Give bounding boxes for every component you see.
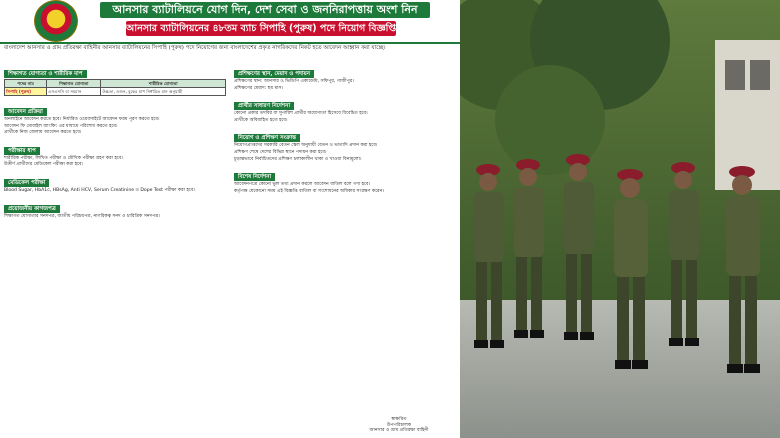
building-window [725, 60, 745, 90]
table-row [5, 88, 226, 96]
table-cell: সিপাহি (পুরুষ) [5, 88, 47, 96]
notice-sub-banner: আনসার ব্যাটালিয়নের ৪৮তম ব্যাচ সিপাহি (পুরুষ) পদে নিয়োগ বিজ্ঞপ্তি [126, 23, 396, 34]
section-title: আবেদন প্রক্রিয়া [4, 108, 47, 116]
notice-intro: বাংলাদেশ আনসার ও গ্রাম প্রতিরক্ষা বাহিনীর আনসার ব্যাটালিয়নের সিপাহি (পুরুষ) পদে নিয়োগের জন্য বাংলাদেশের প্রকৃত নাগরিকদের নিকট হতে আবেদন আহ্বান করা যাচ্ছে। [4, 45, 386, 51]
paragraph: প্রশিক্ষণ শেষে দেশের বিভিন্ন স্থানে পদায়ন করা হবে। [234, 149, 327, 155]
paragraph: প্রার্থীকে অবিবাহিত হতে হবে। [234, 117, 288, 123]
table-header: শারীরিক যোগ্যতা [101, 80, 226, 88]
section-title: মেডিকেল পরীক্ষা [4, 179, 49, 187]
section-title: পরীক্ষার ধাপ [4, 147, 40, 155]
notice-header [0, 0, 460, 44]
paragraph: অনলাইনে আবেদন করতে হবে। নির্ধারিত ওয়েবসাইটে আবেদন ফরম পূরণ করতে হবে। [4, 117, 160, 122]
paragraph: আবেদন ফি মোবাইল ব্যাংকিং এর মাধ্যমে পরিশোধ করতে হবে। [4, 123, 118, 129]
paragraph: শিক্ষাগত যোগ্যতার সনদপত্র, জাতীয় পরিচয়পত্র, নাগরিকত্ব সনদ ও চারিত্রিক সনদপত্র। [4, 213, 161, 219]
section-title: প্রশিক্ষণের স্থান, মেয়াদ ও পদায়ন [234, 70, 314, 78]
building-window [750, 60, 770, 90]
paragraph: উত্তীর্ণ প্রার্থীদের মেডিকেল পরীক্ষা করা হবে। [4, 162, 84, 168]
paragraph: আবেদনপত্রে কোনো ভুল তথ্য প্রদান করলে আবেদন বাতিল বলে গণ্য হবে। [234, 182, 371, 188]
marching-soldiers-photo [460, 0, 780, 438]
section-title: নিয়োগ ও প্রশিক্ষণ সংক্রান্ত [234, 134, 300, 142]
section-title: প্রয়োজনীয় কাগজপত্র [4, 205, 60, 213]
table-cell: উচ্চতা, ওজন, বুকের মাপ নির্ধারিত মান অনুযায়ী [101, 88, 226, 96]
signature-block [344, 417, 454, 434]
section-title: বিশেষ নির্দেশনা [234, 173, 275, 181]
table-header: পদের নাম [5, 80, 47, 88]
paragraph: কোনো প্রকার তদবির বা সুপারিশ প্রার্থীর অযোগ্যতা হিসেবে বিবেচিত হবে। [234, 111, 368, 117]
ansar-vdp-emblem-icon [34, 0, 78, 42]
notice-main-banner: আনসার ব্যাটালিয়নে যোগ দিন, দেশ সেবা ও জননিরাপত্তায় অংশ নিন [100, 2, 430, 18]
signature-line: আনসার ও গ্রাম প্রতিরক্ষা বাহিনী [369, 428, 429, 434]
table-cell: এসএসসি বা সমমান [47, 88, 101, 96]
paragraph: প্রশিক্ষণের মেয়াদ: ছয় মাস। [234, 85, 284, 91]
section-title: প্রার্থীর সাধারণ নির্দেশনা [234, 102, 294, 110]
notice-right-column [234, 60, 456, 436]
paragraph: Blood Sugar, HbA1c, HBsAg, Anti HCV, Serum Creatinine ও Dope Test পরীক্ষা করা হবে। [4, 187, 195, 193]
qualification-table [4, 79, 226, 96]
paragraph: প্রশিক্ষণের স্থান: আনসার ও ভিডিপি একাডেমি, সফিপুর, গাজীপুর। [234, 79, 354, 84]
section-title: শিক্ষাগত যোগ্যতা ও শারীরিক মাপ [4, 70, 87, 78]
paragraph: প্রার্থীকে নিজ জেলায় আবেদন করতে হবে। [4, 130, 82, 136]
signature-line: স্বাক্ষরিত [391, 417, 407, 423]
signature-line: উপপরিচালক [386, 422, 412, 428]
paragraph: নিয়োগপ্রাপ্তদের সরকারি বেতন স্কেল অনুযায়ী বেতন ও ভাতাদি প্রদান করা হবে। [234, 143, 378, 149]
paragraph: শারীরিক পরীক্ষা, লিখিত পরীক্ষা ও মৌখিক পরীক্ষা গ্রহণ করা হবে। [4, 155, 123, 161]
paragraph: কর্তৃপক্ষ যেকোনো সময় এই বিজ্ঞপ্তি বাতিল বা সংশোধনের অধিকার সংরক্ষণ করেন। [234, 188, 384, 194]
notice-left-column [4, 60, 226, 436]
paragraph: চূড়ান্তভাবে নির্বাচিতদের প্রশিক্ষণ চলাকালীন থাকা ও খাওয়া বিনামূল্যে। [234, 156, 362, 162]
table-header: শিক্ষাগত যোগ্যতা [47, 80, 101, 88]
